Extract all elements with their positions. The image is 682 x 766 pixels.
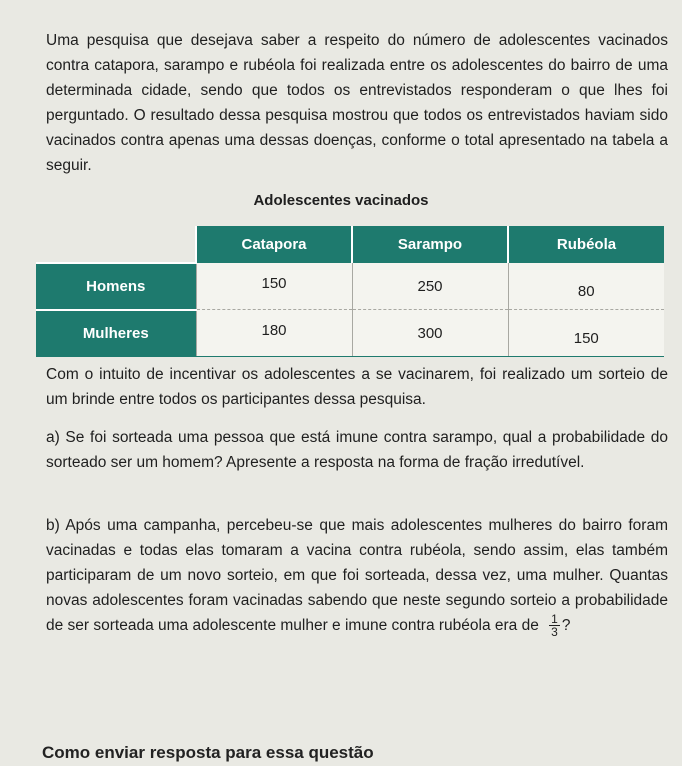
table-header-row — [36, 226, 664, 263]
intro-paragraph: Uma pesquisa que desejava saber a respeito do número de adolescentes vacinados contra catapora, sarampo e rubéola foi realizada entre os adolescentes do bairro de uma determinada cidade, sendo que todos os entrevistados responderam o que lhes foi perguntado. O resultado dessa pesquisa mostrou que todos os entrevistados haviam sido vacinados contra apenas uma dessas doenças, conforme o total apresentado na tabela a seguir. — [46, 32, 668, 174]
cell-mulheres-catapora: 180 — [196, 310, 352, 357]
raffle-paragraph: Com o intuito de incentivar os adolescentes a se vacinarem, foi realizado um sorteio de um brinde entre todos os participantes dessa pesquisa. — [46, 366, 668, 408]
question-b-text: b) Após uma campanha, percebeu-se que mais adolescentes mulheres do bairro foram vacinadas e todas elas tomaram a vacina contra rubéola, sendo assim, elas também participaram de um novo sorteio, em que foi sorteada, dessa vez, uma mulher. Quantas novas adolescentes foram vacinadas sabendo que neste segundo sorteio a probabilidade de ser sorteada uma adolescente mulher e imune contra rubéola era de — [46, 517, 668, 634]
table-caption: Adolescentes vacinados — [253, 192, 429, 209]
table-row — [36, 263, 664, 310]
cell-mulheres-sarampo: 300 — [352, 310, 508, 357]
cell-homens-rubeola: 80 — [508, 263, 664, 310]
cell-homens-catapora: 150 — [196, 263, 352, 310]
table-row — [36, 310, 664, 357]
row-label-homens: Homens — [36, 263, 196, 310]
fraction-one-third — [549, 613, 560, 638]
cell-homens-sarampo: 250 — [352, 263, 508, 310]
header-rubeola: Rubéola — [508, 226, 664, 263]
question-a: a) Se foi sorteada uma pessoa que está imune contra sarampo, qual a probabilidade do sorteado ser um homem? Apresente a resposta na forma de fração irredutível. — [46, 429, 668, 471]
header-sarampo: Sarampo — [352, 226, 508, 263]
question-b — [46, 513, 668, 638]
fraction-denominator: 3 — [551, 625, 558, 640]
table-corner-cell — [36, 226, 196, 263]
fraction-numerator: 1 — [551, 612, 558, 627]
header-catapora: Catapora — [196, 226, 352, 263]
vaccination-table — [36, 226, 664, 357]
row-label-mulheres: Mulheres — [36, 310, 196, 357]
answer-instructions-link[interactable]: Como enviar resposta para essa questão — [42, 743, 374, 762]
cell-mulheres-rubeola: 150 — [508, 310, 664, 357]
question-b-end: ? — [561, 617, 571, 634]
